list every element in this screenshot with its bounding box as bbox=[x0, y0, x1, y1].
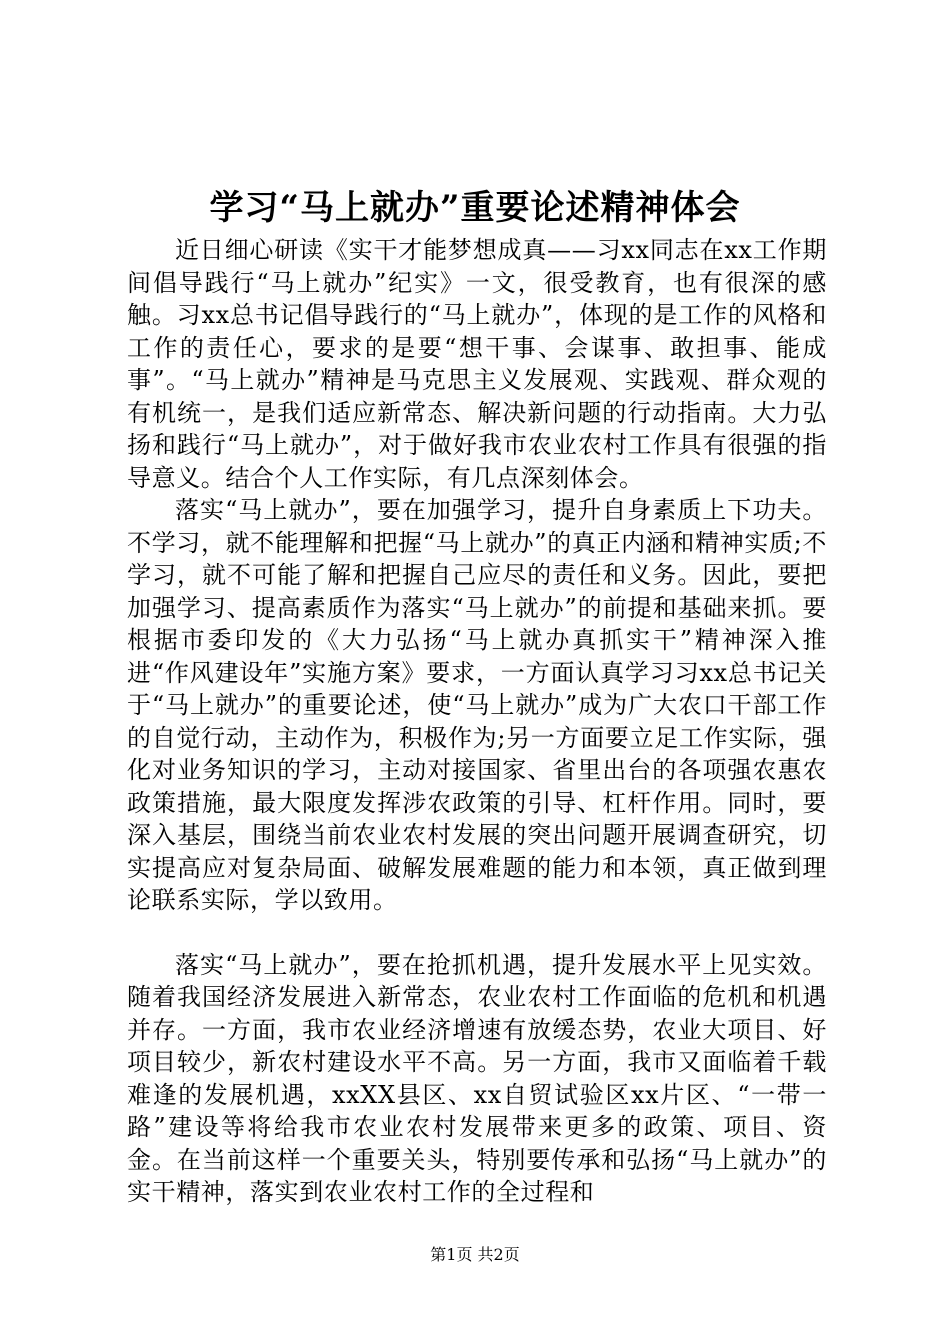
page-number-footer: 第1页 共2页 bbox=[430, 1245, 520, 1264]
paragraph-spacer bbox=[127, 917, 827, 949]
document-body bbox=[127, 234, 827, 1209]
paragraph-opportunity: 落实“马上就办”，要在抢抓机遇，提升发展水平上见实效。随着我国经济发展进入新常态，农业农村工作面临的危机和机遇并存。一方面，我市农业经济增速有放缓态势，农业大项目、好项目较少，新农村建设水平不高。另一方面，我市又面临着千载难逢的发展机遇，xxXX县区、xx自贸试验区xx片区、“一带一路”建设等将给我市农业农村发展带来更多的政策、项目、资金。在当前这样一个重要关头，特别要传承和弘扬“马上就办”的实干精神，落实到农业农村工作的全过程和 bbox=[127, 950, 827, 1206]
paragraph-study: 落实“马上就办”，要在加强学习，提升自身素质上下功夫。不学习，就不能理解和把握“马上就办”的真正内涵和精神实质;不学习，就不可能了解和把握自己应尽的责任和义务。因此，要把加强学习、提高素质作为落实“马上就办”的前提和基础来抓。要根据市委印发的《大力弘扬“马上就办真抓实干”精神深入推进“作风建设年”实施方案》要求，一方面认真学习习xx总书记关于“马上就办”的重要论述，使“马上就办”成为广大农口干部工作的自觉行动，主动作为，积极作为;另一方面要立足工作实际，强化对业务知识的学习，主动对接国家、省里出台的各项强农惠农政策措施，最大限度发挥涉农政策的引导、杠杆作用。同时，要深入基层，围绕当前农业农村发展的突出问题开展调查研究，切实提高应对复杂局面、破解发展难题的能力和本领，真正做到理论联系实际，学以致用。 bbox=[127, 496, 827, 914]
paragraph-intro: 近日细心研读《实干才能梦想成真——习xx同志在xx工作期间倡导践行“马上就办”纪实》一文，很受教育，也有很深的感触。习xx总书记倡导践行的“马上就办”，体现的是工作的风格和工作的责任心，要求的是要“想干事、会谋事、敢担事、能成事”。“马上就办”精神是马克思主义发展观、实践观、群众观的有机统一，是我们适应新常态、解决新问题的行动指南。大力弘扬和践行“马上就办”，对于做好我市农业农村工作具有很强的指导意义。结合个人工作实际，有几点深刻体会。 bbox=[127, 236, 827, 492]
document-title: 学习“马上就办”重要论述精神体会 bbox=[209, 188, 741, 228]
